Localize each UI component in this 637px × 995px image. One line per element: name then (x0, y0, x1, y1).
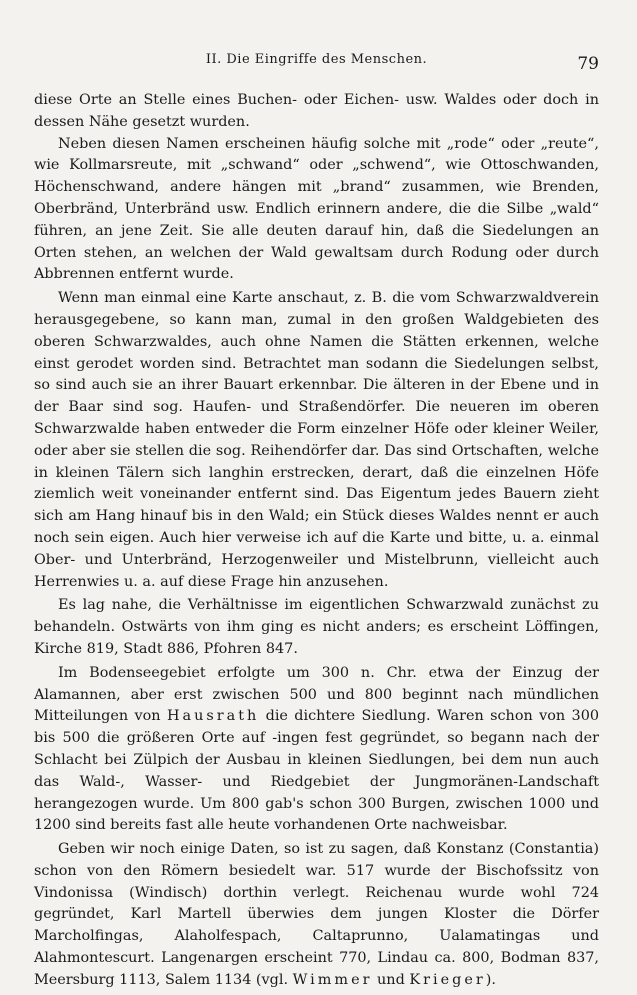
paragraph-text: Im Bodenseegebiet erfolgte um 300 n. Chr. etwa der Einzug der Alamannen, aber erst zwischen 500 und 800 beginnt nach mündlichen Mitteilungen von (34, 664, 599, 725)
paragraph: diese Orte an Stelle eines Buchen- oder Eichen- usw. Waldes oder doch in dessen Nähe gesetzt wurden. (34, 92, 599, 130)
page-number: 79 (577, 54, 599, 74)
paragraph: Es lag nahe, die Verhältnisse im eigentlichen Schwarzwald zunächst zu behandeln. Ostwärts von ihm ging es nicht anders; es erscheint Löffingen, Kirche 819, Stadt 886, Pfohren 847. (34, 597, 599, 657)
running-head: II. Die Eingriffe des Menschen. (205, 52, 428, 67)
author-name-spaced: Wimmer (292, 971, 373, 988)
book-page (34, 50, 599, 992)
page-header (34, 50, 599, 90)
body-text (34, 90, 599, 992)
paragraph: Wenn man einmal eine Karte anschaut, z. B. die vom Schwarzwaldverein herausgegebene, so kann man, zumal in den großen Waldgebieten des oberen Schwarzwaldes, auch ohne Namen die Stätten erkennen, welche einst gerodet worden sind. Betrachtet man sodann die Siedelungen selbst, so sind auch sie an ihrer Bauart erkennbar. Die älteren in der Ebene und in der Baar sind sog. Haufen- und Straßendörfer. Die neueren im oberen Schwarzwalde haben entweder die Form einzelner Höfe oder kleiner Weiler, oder aber sie stellen die sog. Reihendörfer dar. Das sind Ortschaften, welche in kleinen Tälern sich langhin erstrecken, derart, daß die einzelnen Höfe ziemlich weit voneinander entfernt sind. Das Eigentum jedes Bauern zieht sich am Hang hinauf bis in den Wald; ein Stück dieses Waldes nennt er auch noch sein eigen. Auch hier verweise ich auf die Karte und bitte, u. a. einmal Ober- und Unterbränd, Herzogenweiler und Mistelbrunn, vielleicht auch Herrenwies u. a. auf diese Frage hin anzusehen. (34, 290, 599, 590)
paragraph (34, 663, 599, 837)
author-name-spaced: Krieger (409, 971, 486, 988)
paragraph-text: und (372, 971, 410, 988)
paragraph: Neben diesen Namen erscheinen häufig solche mit „rode“ oder „reute“, wie Kollmarsreute, mit „schwand“ oder „schwend“, wie Ottoschwanden, Höchenschwand, andere hängen mit „brand“ zusammen, wie Brenden, Oberbränd, Unterbränd usw. Endlich erinnern andere, die die Silbe „wald“ führen, an jene Zeit. Sie alle deuten darauf hin, daß die Siedelungen an Orten stehen, an welchen der Wald gewaltsam durch Rodung oder durch Abbrennen entfernt wurde. (34, 135, 599, 283)
paragraph-text: Geben wir noch einige Daten, so ist zu sagen, daß Konstanz (Constantia) schon von den Römern besiedelt war. 517 wurde der Bischofssitz von Vindonissa (Windisch) dorthin verlegt. Reichenau wurde wohl 724 gegründet, Karl Martell überwies dem jungen Kloster die Dörfer Marcholfingas, Alaholfespach, Caltaprunno, Ualamatingas und Alahmontescurt. Langenargen erscheint 770, Lindau ca. 800, Bodman 837, Meersburg 1113, Salem 1134 (vgl. (34, 841, 599, 988)
paragraph-text: ). (485, 971, 496, 988)
paragraph-text: die dichtere Siedlung. Waren schon von 300 bis 500 die größeren Orte auf -ingen fest gegründet, so begann nach der Schlacht bei Zülpich der Ausbau in kleinen Siedlungen, bei dem nun auch das Wald-, Wasser- und Riedgebiet der Jungmoränen-Landschaft herangezogen wurde. Um 800 gab's schon 300 Burgen, zwischen 1000 und 1200 sind bereits fast alle heute vorhandenen Orte nachweisbar. (34, 708, 600, 834)
author-name-spaced: Hausrath (166, 708, 260, 725)
paragraph (34, 839, 599, 992)
